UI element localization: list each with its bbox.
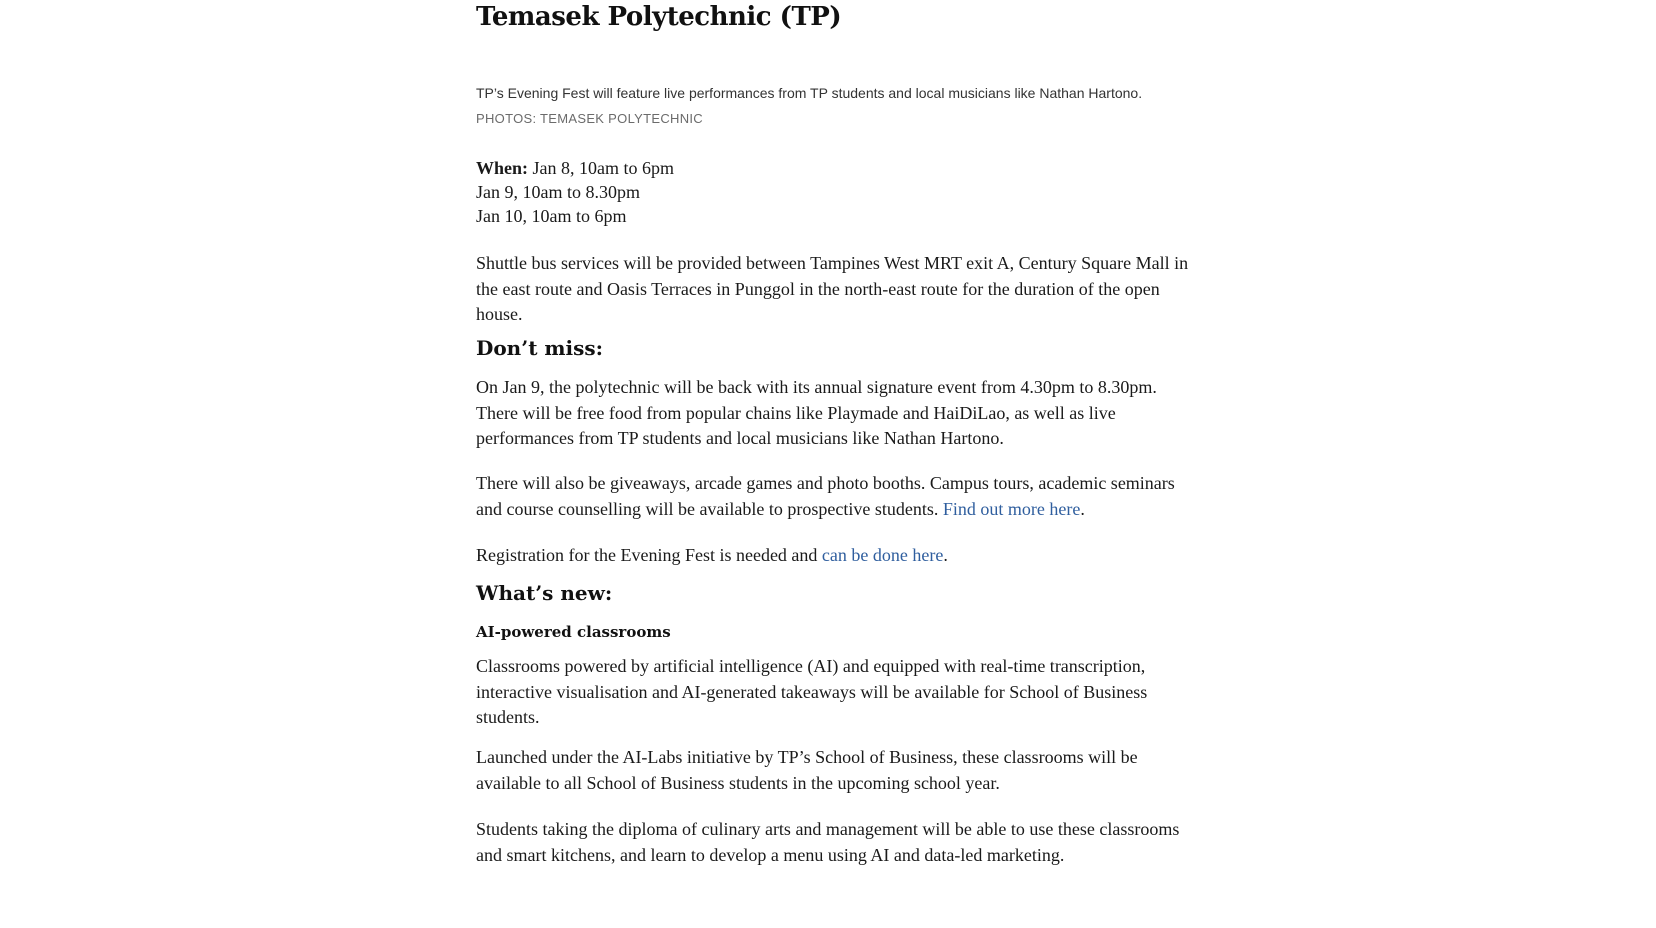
when-line-3: Jan 10, 10am to 6pm xyxy=(476,206,627,226)
when-label: When: xyxy=(476,158,529,178)
photo-caption: TP’s Evening Fest will feature live performances from TP students and local musicians like Nathan Hartono. xyxy=(476,85,1143,101)
paragraph-text: Registration for the Evening Fest is needed and xyxy=(476,545,822,565)
dont-miss-heading: Don’t miss: xyxy=(476,336,604,360)
registration-link[interactable]: can be done here xyxy=(821,545,944,565)
when-date-1: Jan 8, 10am to 6pm xyxy=(532,158,675,178)
shuttle-paragraph: Shuttle bus services will be provided between Tampines West MRT exit A, Century Square Mall in the east route and Oasis Terraces in Punggol in the north-east route for the duration of the open house. xyxy=(476,253,1189,325)
section-title: Temasek Polytechnic (TP) xyxy=(476,2,842,32)
dont-miss-paragraph-3 xyxy=(476,543,1201,569)
paragraph-end: . xyxy=(1080,498,1085,519)
ai-classrooms-subheading: AI-powered classrooms xyxy=(476,623,671,641)
when-line-2: Jan 9, 10am to 8.30pm xyxy=(476,182,640,202)
paragraph-end: . xyxy=(943,545,948,565)
whats-new-heading: What’s new: xyxy=(476,581,613,605)
find-out-more-link[interactable]: Find out more here xyxy=(942,498,1081,519)
paragraph-text: There will also be giveaways, arcade games and photo booths. Campus tours, academic seminars and course counselling will be available to prospective students. xyxy=(476,473,1175,519)
whats-new-paragraph-3: Students taking the diploma of culinary arts and management will be able to use these classrooms and smart kitchens, and learn to develop a menu using AI and data-led marketing. xyxy=(476,819,1180,865)
whats-new-paragraph-2: Launched under the AI-Labs initiative by TP’s School of Business, these classrooms will be available to all School of Business students in the upcoming school year. xyxy=(476,747,1138,793)
whats-new-paragraph-1: Classrooms powered by artificial intelligence (AI) and equipped with real-time transcription, interactive visualisation and AI-generated takeaways will be available for School of Business students. xyxy=(476,656,1148,728)
dont-miss-paragraph-2 xyxy=(476,471,1201,522)
photo-credit: PHOTOS: TEMASEK POLYTECHNIC xyxy=(476,111,703,126)
dont-miss-paragraph-1: On Jan 9, the polytechnic will be back with its annual signature event from 4.30pm to 8.30pm. There will be free food from popular chains like Playmade and HaiDiLao, as well as live performances from TP students and local musicians like Nathan Hartono. xyxy=(476,377,1157,449)
when-line-1 xyxy=(476,155,674,181)
